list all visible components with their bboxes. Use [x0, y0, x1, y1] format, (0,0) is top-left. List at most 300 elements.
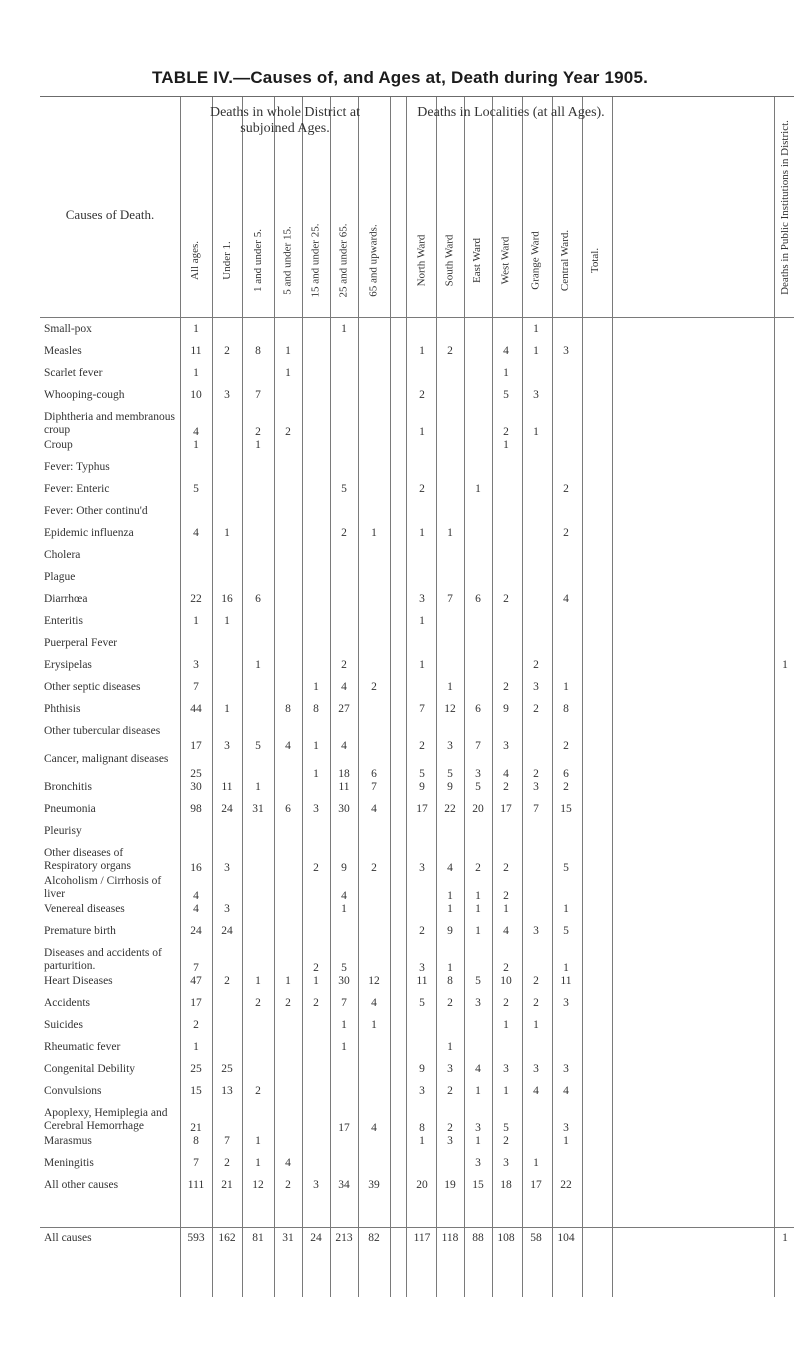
column-header-label: Under 1.	[220, 240, 233, 280]
cause-label: Convulsions	[44, 1085, 102, 1097]
cell-value: 1	[563, 903, 569, 915]
cell-value: 19	[444, 1179, 456, 1191]
cell-value: 1	[447, 681, 453, 693]
cell-value: 3	[447, 740, 453, 752]
cause-label: Phthisis	[44, 703, 81, 715]
cell-value: 2	[503, 862, 509, 874]
column-header	[523, 205, 549, 315]
cell-value: 1	[503, 1085, 509, 1097]
cell-value: 9	[447, 781, 453, 793]
cell-value: 2	[419, 740, 425, 752]
header-divider	[40, 317, 794, 318]
cell-value: 8	[447, 975, 453, 987]
cell-value: 2	[503, 997, 509, 1009]
cell-value: 3	[475, 997, 481, 1009]
cell-value: 2	[563, 527, 569, 539]
cell-value: 2	[419, 389, 425, 401]
table-row	[40, 725, 794, 753]
cell-value: 88	[472, 1232, 484, 1244]
cell-value: 3	[224, 903, 230, 915]
column-header-label: All ages.	[189, 240, 202, 280]
cell-value: 2	[255, 1085, 261, 1097]
cell-value: 31	[282, 1232, 294, 1244]
cell-value: 3	[419, 593, 425, 605]
cell-value: 1	[419, 345, 425, 357]
cell-value: 7	[193, 681, 199, 693]
cell-value: 3	[503, 1157, 509, 1169]
cell-value: 5	[341, 483, 347, 495]
cell-value: 15	[190, 1085, 202, 1097]
table-row	[40, 461, 794, 483]
cell-value: 3	[193, 659, 199, 671]
cause-label: Venereal diseases	[44, 903, 125, 915]
table-row	[40, 549, 794, 571]
column-header	[409, 205, 435, 315]
cell-value: 1	[255, 781, 261, 793]
cell-value: 118	[441, 1232, 459, 1244]
cause-label: Small-pox	[44, 323, 92, 335]
cell-value: 11	[190, 345, 202, 357]
cell-value: 5	[255, 740, 261, 752]
cell-value: 1	[193, 439, 199, 451]
cell-value: 2	[503, 890, 509, 902]
column-header	[303, 205, 329, 315]
cell-value: 11	[560, 975, 572, 987]
cell-value: 2	[224, 1157, 230, 1169]
cause-label: Suicides	[44, 1019, 83, 1031]
cell-value: 1	[475, 1135, 481, 1147]
cell-value: 2	[313, 862, 319, 874]
cell-value: 4	[341, 890, 347, 902]
cell-value: 1	[503, 1019, 509, 1031]
cause-label: All other causes	[44, 1179, 119, 1191]
cell-value: 8	[193, 1135, 199, 1147]
cell-value: 7	[475, 740, 481, 752]
cell-value: 3	[563, 997, 569, 1009]
table-row	[40, 681, 794, 703]
cell-value: 5	[563, 925, 569, 937]
causes-column-header: Causes of Death.	[65, 207, 155, 222]
cell-value: 1	[313, 740, 319, 752]
cell-value: 5	[503, 389, 509, 401]
cell-value: 1	[255, 439, 261, 451]
cause-label: Croup	[44, 439, 73, 451]
cell-value: 1	[313, 681, 319, 693]
table-row	[40, 323, 794, 345]
cell-value: 2	[533, 659, 539, 671]
cell-value: 1	[447, 890, 453, 902]
cell-value: 2	[563, 740, 569, 752]
cell-value: 39	[368, 1179, 380, 1191]
column-header	[493, 205, 519, 315]
cell-value: 3	[447, 1135, 453, 1147]
cell-value: 6	[475, 593, 481, 605]
cell-value: 7	[193, 962, 199, 974]
table-row	[40, 1179, 794, 1201]
table-row	[40, 703, 794, 725]
cell-value: 2	[285, 426, 291, 438]
cell-value: 8	[313, 703, 319, 715]
cause-label: Diphtheria and membranous croup	[44, 411, 175, 436]
cell-value: 4	[341, 740, 347, 752]
cell-value: 1	[285, 345, 291, 357]
cell-value: 5	[563, 862, 569, 874]
cell-value: 4	[503, 925, 509, 937]
cell-value: 27	[338, 703, 350, 715]
table-row	[40, 637, 794, 659]
cell-value: 6	[371, 768, 377, 780]
cell-value: 7	[341, 997, 347, 1009]
cell-value: 17	[190, 740, 202, 752]
table-row	[40, 903, 794, 925]
cell-value: 9	[419, 781, 425, 793]
cell-value: 4	[193, 890, 199, 902]
cell-value: 6	[563, 768, 569, 780]
cause-label: Alcoholism / Cirrhosis of liver	[44, 875, 162, 900]
cell-value: 3	[313, 803, 319, 815]
cell-value: 2	[255, 426, 261, 438]
cell-value: 1	[224, 615, 230, 627]
cell-value: 2	[447, 1122, 453, 1134]
cell-value: 2	[341, 659, 347, 671]
column-header	[331, 205, 357, 315]
cell-value: 1	[193, 367, 199, 379]
cell-value: 3	[533, 681, 539, 693]
cell-value: 44	[190, 703, 202, 715]
cell-value: 2	[503, 781, 509, 793]
cell-value: 5	[193, 483, 199, 495]
cell-value: 9	[419, 1063, 425, 1075]
cell-value: 3	[475, 1157, 481, 1169]
cause-label: Measles	[44, 345, 82, 357]
cell-value: 4	[193, 426, 199, 438]
cell-value: 117	[413, 1232, 431, 1244]
cell-value: 4	[193, 527, 199, 539]
table-row	[40, 975, 794, 997]
cell-value: 3	[533, 389, 539, 401]
cell-value: 5	[419, 768, 425, 780]
cell-value: 2	[224, 345, 230, 357]
cause-label: Other septic diseases	[44, 681, 141, 693]
cell-value: 17	[530, 1179, 542, 1191]
cell-value: 2	[193, 1019, 199, 1031]
cause-label: Congenital Debility	[44, 1063, 136, 1075]
cell-value: 1	[533, 345, 539, 357]
cause-label: Fever: Typhus	[44, 461, 110, 473]
cell-value: 3	[563, 345, 569, 357]
column-header-label: 15 and under 25.	[309, 223, 322, 297]
cell-value: 1	[475, 1085, 481, 1097]
cell-value: 1	[193, 1041, 199, 1053]
totals-row	[40, 1232, 794, 1254]
cell-value: 58	[530, 1232, 542, 1244]
cell-value: 4	[285, 740, 291, 752]
cell-value: 1	[563, 962, 569, 974]
cause-label: Cholera	[44, 549, 81, 561]
cell-value: 18	[338, 768, 350, 780]
cell-value: 4	[503, 768, 509, 780]
table-row	[40, 571, 794, 593]
institutions-column-header-label: Deaths in Public Institutions in District.	[778, 119, 791, 295]
cell-value: 10	[500, 975, 512, 987]
cell-value: 2	[341, 527, 347, 539]
table-row	[40, 1135, 794, 1157]
cell-value: 3	[224, 389, 230, 401]
cell-value: 3	[419, 862, 425, 874]
cause-label: Other diseases of Respiratory organs	[44, 847, 131, 872]
table-row	[40, 439, 794, 461]
cell-value: 2	[503, 1135, 509, 1147]
cause-label: Plague	[44, 571, 76, 583]
column-header-label: Central Ward.	[559, 229, 572, 291]
column-header	[183, 205, 209, 315]
cell-value: 1	[503, 439, 509, 451]
cell-value: 21	[221, 1179, 233, 1191]
column-header	[465, 205, 491, 315]
cell-value: 1	[341, 903, 347, 915]
cell-value: 5	[503, 1122, 509, 1134]
cause-label: Diarrhœa	[44, 593, 88, 605]
table-row	[40, 825, 794, 847]
cell-value: 2	[447, 997, 453, 1009]
cell-value: 1	[341, 1041, 347, 1053]
cell-value: 18	[500, 1179, 512, 1191]
cell-value: 3	[533, 781, 539, 793]
cell-value: 1	[193, 615, 199, 627]
cell-value: 25	[190, 768, 202, 780]
cell-value: 22	[560, 1179, 572, 1191]
cause-label: Epidemic influenza	[44, 527, 134, 539]
column-header	[214, 205, 240, 315]
cause-label: Diseases and accidents of parturition.	[44, 947, 162, 972]
table-row	[40, 997, 794, 1019]
cell-value: 17	[416, 803, 428, 815]
cell-value: 111	[187, 1179, 205, 1191]
table-row	[40, 803, 794, 825]
cell-value: 2	[447, 345, 453, 357]
table-row	[40, 1041, 794, 1063]
cell-value: 5	[475, 781, 481, 793]
cell-value: 2	[313, 962, 319, 974]
cause-label: Rheumatic fever	[44, 1041, 121, 1053]
cell-value: 31	[252, 803, 264, 815]
cell-value: 22	[190, 593, 202, 605]
cell-value: 7	[533, 803, 539, 815]
institutions-column-header	[774, 97, 796, 317]
cell-value: 11	[416, 975, 428, 987]
cell-value: 20	[472, 803, 484, 815]
cause-label: Accidents	[44, 997, 90, 1009]
column-header-label: 1 and under 5.	[251, 228, 264, 292]
cell-value: 2	[255, 997, 261, 1009]
table-row	[40, 947, 794, 975]
column-header-label: 65 and upwards.	[367, 223, 380, 297]
cell-value: 82	[368, 1232, 380, 1244]
cell-value: 4	[475, 1063, 481, 1075]
cell-value: 1	[447, 962, 453, 974]
cause-label: Bronchitis	[44, 781, 92, 793]
cell-value: 1	[255, 1135, 261, 1147]
table-row	[40, 925, 794, 947]
cell-value: 10	[190, 389, 202, 401]
cell-value: 1	[533, 426, 539, 438]
cell-value: 2	[533, 703, 539, 715]
table-row	[40, 875, 794, 903]
table-row	[40, 659, 794, 681]
cell-value: 7	[224, 1135, 230, 1147]
cell-value: 22	[444, 803, 456, 815]
cell-value: 13	[221, 1085, 233, 1097]
cell-value: 4	[371, 1122, 377, 1134]
institutions-cell-value: 1	[782, 1232, 788, 1244]
cell-value: 1	[255, 659, 261, 671]
cause-label: Heart Diseases	[44, 975, 113, 987]
column-header-label: West Ward	[499, 236, 512, 284]
cell-value: 11	[338, 781, 350, 793]
cell-value: 3	[503, 1063, 509, 1075]
column-header	[553, 205, 579, 315]
cell-value: 5	[419, 997, 425, 1009]
cell-value: 3	[419, 1085, 425, 1097]
cell-value: 24	[221, 803, 233, 815]
cell-value: 104	[557, 1232, 575, 1244]
cell-value: 2	[285, 1179, 291, 1191]
table-row	[40, 1063, 794, 1085]
column-header-label: Grange Ward	[529, 230, 542, 290]
table-row	[40, 389, 794, 411]
cause-label: Enteritis	[44, 615, 83, 627]
table-row	[40, 527, 794, 549]
cell-value: 81	[252, 1232, 264, 1244]
cause-label: Marasmus	[44, 1135, 92, 1147]
cell-value: 9	[503, 703, 509, 715]
cell-value: 3	[533, 925, 539, 937]
cell-value: 2	[447, 1085, 453, 1097]
cell-value: 16	[190, 862, 202, 874]
cell-value: 25	[221, 1063, 233, 1075]
cell-value: 7	[419, 703, 425, 715]
cell-value: 1	[419, 527, 425, 539]
cell-value: 15	[560, 803, 572, 815]
cell-value: 1	[419, 615, 425, 627]
cell-value: 1	[503, 367, 509, 379]
cause-label: Fever: Other continu'd	[44, 505, 148, 517]
cell-value: 2	[475, 862, 481, 874]
cell-value: 1	[447, 903, 453, 915]
column-header	[583, 205, 609, 315]
totals-divider	[40, 1227, 794, 1228]
table-row	[40, 411, 794, 439]
cell-value: 3	[224, 862, 230, 874]
cause-label: Other tubercular diseases	[44, 725, 161, 737]
cell-value: 593	[187, 1232, 205, 1244]
cause-label: Pneumonia	[44, 803, 96, 815]
cell-value: 4	[285, 1157, 291, 1169]
cell-value: 1	[563, 681, 569, 693]
page-title: TABLE IV.—Causes of, and Ages at, Death during Year 1905.	[151, 68, 649, 87]
cell-value: 3	[419, 962, 425, 974]
cell-value: 1	[193, 323, 199, 335]
cause-label: Puerperal Fever	[44, 637, 118, 649]
cell-value: 2	[313, 997, 319, 1009]
column-header-label: North Ward	[415, 234, 428, 286]
cell-value: 34	[338, 1179, 350, 1191]
cell-value: 1	[371, 527, 377, 539]
cell-value: 2	[503, 593, 509, 605]
cell-value: 7	[255, 389, 261, 401]
cause-label: Premature birth	[44, 925, 116, 937]
cell-value: 1	[475, 890, 481, 902]
cell-value: 3	[447, 1063, 453, 1075]
cell-value: 108	[497, 1232, 515, 1244]
cell-value: 2	[419, 925, 425, 937]
cell-value: 1	[533, 323, 539, 335]
cell-value: 1	[419, 426, 425, 438]
cell-value: 4	[371, 803, 377, 815]
cell-value: 24	[190, 925, 202, 937]
table-row	[40, 483, 794, 505]
cause-label: Pleurisy	[44, 825, 82, 837]
cell-value: 2	[224, 975, 230, 987]
cell-value: 30	[338, 975, 350, 987]
cell-value: 4	[371, 997, 377, 1009]
column-header-label: 25 and under 65.	[337, 223, 350, 297]
cell-value: 1	[371, 1019, 377, 1031]
cell-value: 7	[193, 1157, 199, 1169]
cell-value: 4	[341, 681, 347, 693]
column-header-label: South Ward	[443, 234, 456, 286]
cell-value: 8	[563, 703, 569, 715]
column-header-label: East Ward	[471, 237, 484, 283]
cell-value: 12	[252, 1179, 264, 1191]
cell-value: 1	[533, 1019, 539, 1031]
cell-value: 3	[313, 1179, 319, 1191]
cell-value: 1	[419, 659, 425, 671]
table-row	[40, 1157, 794, 1179]
cell-value: 3	[224, 740, 230, 752]
cell-value: 4	[563, 1085, 569, 1097]
cell-value: 2	[533, 768, 539, 780]
cell-value: 6	[475, 703, 481, 715]
cell-value: 3	[503, 740, 509, 752]
cell-value: 1	[447, 527, 453, 539]
cell-value: 1	[255, 975, 261, 987]
cell-value: 2	[285, 997, 291, 1009]
cell-value: 2	[503, 681, 509, 693]
table-row	[40, 781, 794, 803]
localities-group-header: Deaths in Localities (at all Ages).	[417, 105, 605, 120]
cell-value: 6	[255, 593, 261, 605]
cause-label: Scarlet fever	[44, 367, 103, 379]
cell-value: 2	[419, 483, 425, 495]
cell-value: 2	[371, 681, 377, 693]
cell-value: 47	[190, 975, 202, 987]
cell-value: 30	[190, 781, 202, 793]
cell-value: 4	[563, 593, 569, 605]
cell-value: 8	[255, 345, 261, 357]
cell-value: 17	[500, 803, 512, 815]
cell-value: 2	[563, 781, 569, 793]
cell-value: 6	[285, 803, 291, 815]
cell-value: 4	[193, 903, 199, 915]
cell-value: 17	[190, 997, 202, 1009]
cell-value: 2	[503, 426, 509, 438]
cell-value: 4	[447, 862, 453, 874]
cell-value: 1	[475, 903, 481, 915]
cell-value: 5	[447, 768, 453, 780]
cell-value: 5	[341, 962, 347, 974]
cell-value: 2	[563, 483, 569, 495]
